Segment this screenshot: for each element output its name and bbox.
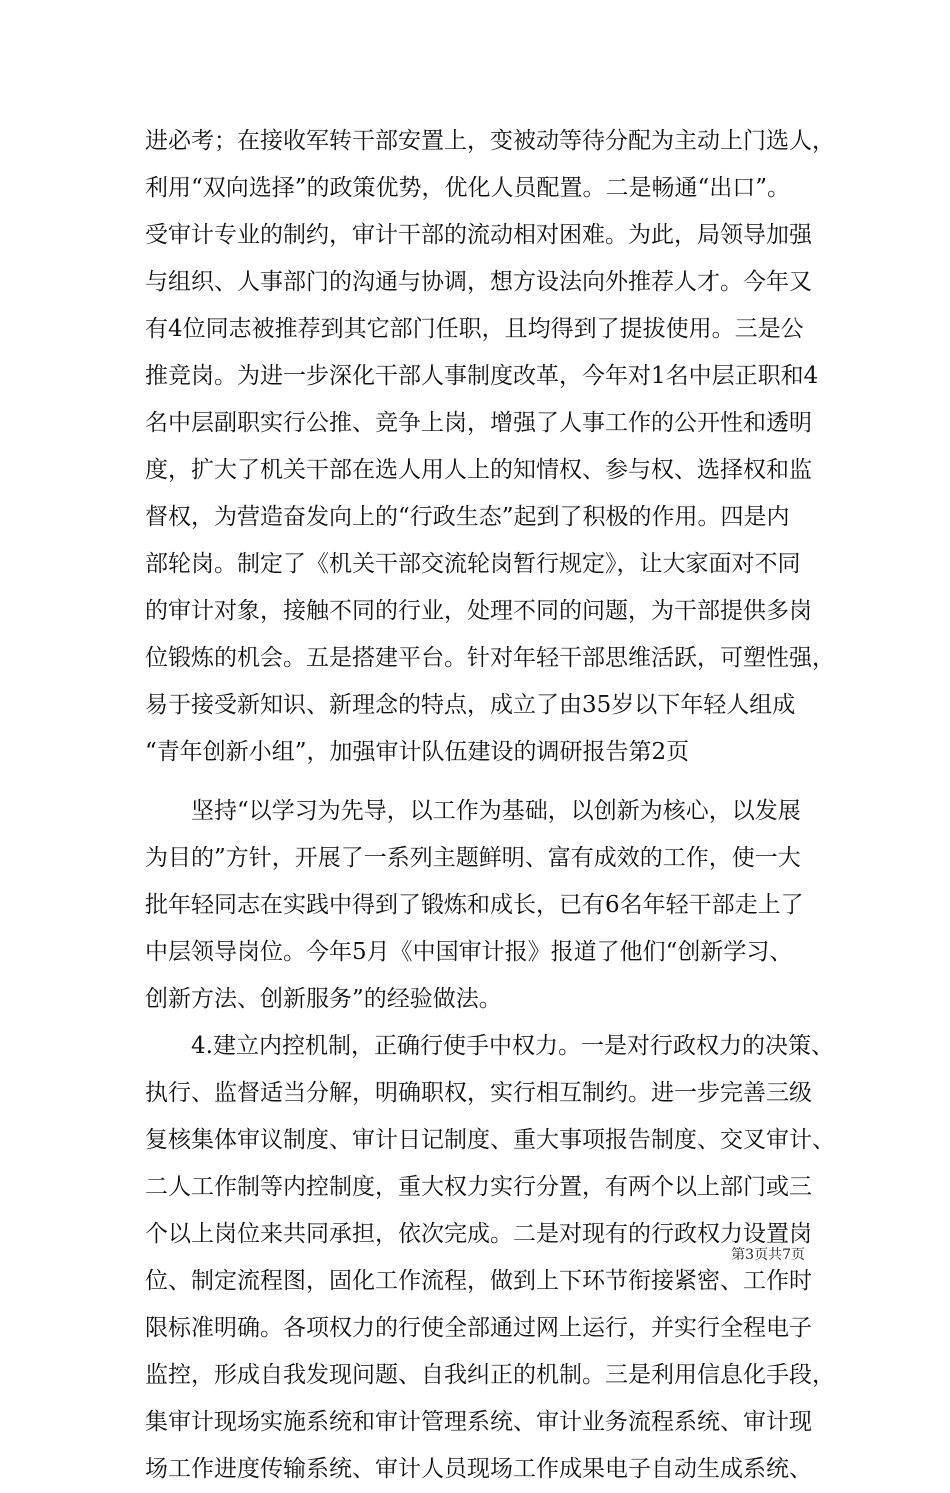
text-line: 度，扩大了机关干部在选人用人上的知情权、参与权、选择权和监 bbox=[145, 457, 812, 483]
text-line: 位、制定流程图，固化工作流程，做到上下环节衔接紧密、工作时 bbox=[145, 1268, 812, 1294]
text-line: 名中层副职实行公推、竞争上岗，增强了人事工作的公开性和透明 bbox=[145, 410, 812, 436]
text-line: 部轮岗。制定了《机关干部交流轮岗暂行规定》，让大家面对不同 bbox=[145, 551, 801, 577]
text-line: 批年轻同志在实践中得到了锻炼和成长，已有6名年轻干部走上了 bbox=[145, 892, 804, 918]
text-line: 进必考；在接收军转干部安置上，变被动等待分配为主动上门选人， bbox=[145, 128, 835, 154]
text-line: 督权，为营造奋发向上的“行政生态”起到了积极的作用。四是内 bbox=[145, 504, 790, 530]
text-line: 利用“双向选择”的政策优势，优化人员配置。二是畅通“出口”。 bbox=[145, 175, 791, 201]
text-line: 坚持“以学习为先导，以工作为基础，以创新为核心，以发展 bbox=[191, 798, 801, 824]
text-line: 与组织、人事部门的沟通与协调，想方设法向外推荐人才。今年又 bbox=[145, 269, 812, 295]
text-line: 监控，形成自我发现问题、自我纠正的机制。三是利用信息化手段， bbox=[145, 1362, 835, 1388]
text-line: 执行、监督适当分解，明确职权，实行相互制约。进一步完善三级 bbox=[145, 1080, 812, 1106]
text-line: 受审计专业的制约，审计干部的流动相对困难。为此，局领导加强 bbox=[145, 222, 812, 248]
text-line: 二人工作制等内控制度，重大权力实行分置，有两个以上部门或三 bbox=[145, 1174, 812, 1200]
text-line: 复核集体审议制度、审计日记制度、重大事项报告制度、交叉审计、 bbox=[145, 1127, 835, 1153]
page-number: 第3页共7页 bbox=[731, 1247, 805, 1263]
text-line: 限标准明确。各项权力的行使全部通过网上运行，并实行全程电子 bbox=[145, 1315, 812, 1341]
text-line: 个以上岗位来共同承担，依次完成。二是对现有的行政权力设置岗 bbox=[145, 1221, 812, 1247]
text-line: 场工作进度传输系统、审计人员现场工作成果电子自动生成系统、 bbox=[145, 1456, 812, 1482]
paragraph-gap bbox=[145, 776, 820, 788]
text-line: 推竞岗。为进一步深化干部人事制度改革，今年对1名中层正职和4 bbox=[145, 363, 819, 389]
text-line: 有4位同志被推荐到其它部门任职，且均得到了提拔使用。三是公 bbox=[145, 316, 804, 342]
body-text bbox=[145, 118, 835, 1493]
text-line: 易于接受新知识、新理念的特点，成立了由35岁以下年轻人组成 bbox=[145, 692, 796, 718]
text-line: 中层领导岗位。今年5月《中国审计报》报道了他们“创新学习、 bbox=[145, 939, 793, 965]
text-line: 4.建立内控机制，正确行使手中权力。一是对行政权力的决策、 bbox=[191, 1033, 834, 1059]
text-line: 创新方法、创新服务”的经验做法。 bbox=[145, 986, 502, 1012]
text-line: “青年创新小组”，加强审计队伍建设的调研报告第2页 bbox=[145, 739, 690, 765]
text-line: 为目的”方针，开展了一系列主题鲜明、富有成效的工作，使一大 bbox=[145, 845, 801, 871]
text-line: 集审计现场实施系统和审计管理系统、审计业务流程系统、审计现 bbox=[145, 1409, 812, 1435]
text-line: 位锻炼的机会。五是搭建平台。针对年轻干部思维活跃，可塑性强， bbox=[145, 645, 835, 671]
text-line: 的审计对象，接触不同的行业，处理不同的问题，为干部提供多岗 bbox=[145, 598, 812, 624]
